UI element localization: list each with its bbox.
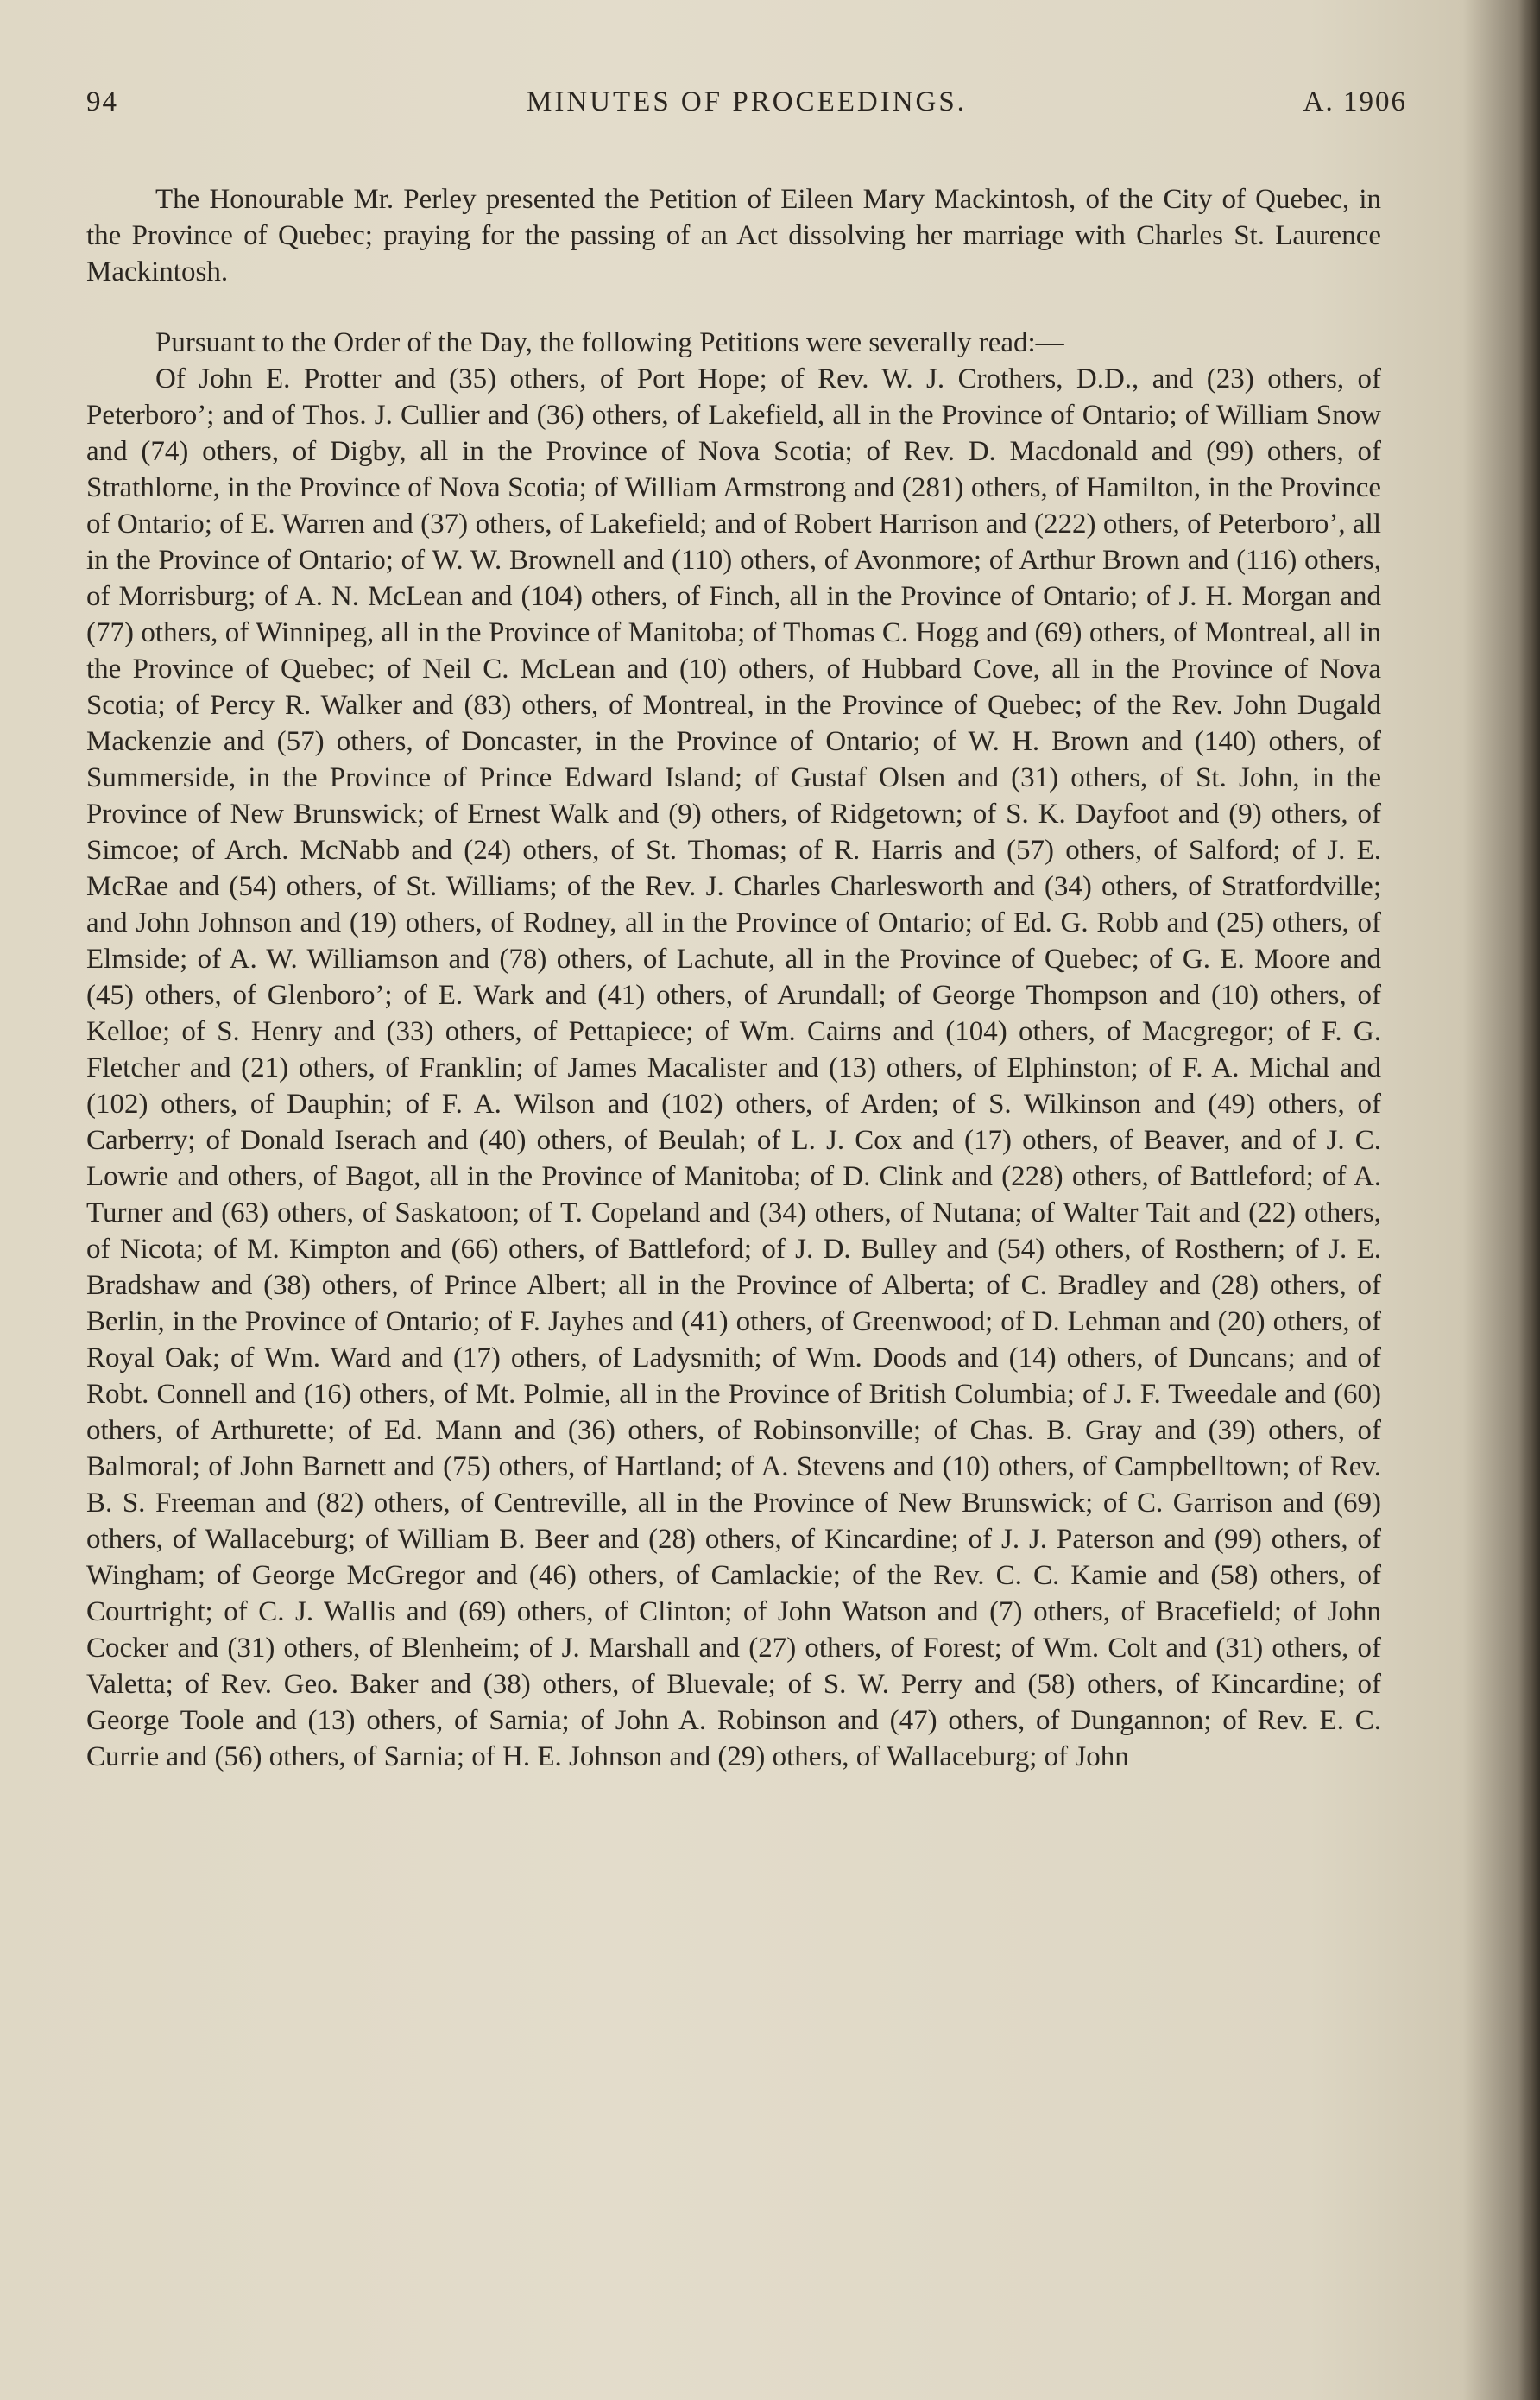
petitions-list-paragraph: Of John E. Protter and (35) others, of Port Hope; of Rev. W. J. Crothers, D.D., and (23) others, of Peterboro’; and of Thos. J. Cullier and (36) others, of Lakefield, all in the Province of Ontario; of William Snow and (74) others, of Digby, all in the Province of Nova Scotia; of Rev. D. Macdonald and (99) others, of Strathlorne, in the Province of Nova Scotia; of William Armstrong and (281) others, of Hamilton, in the Province of Ontario; of E. Warren and (37) others, of Lakefield; and of Robert Harrison and (222) others, of Peterboro’, all in the Province of Ontario; of W. W. Brownell and (110) others, of Avonmore; of Arthur Brown and (116) others, of Morrisburg; of A. N. McLean and (104) others, of Finch, all in the Province of Ontario; of J. H. Morgan and (77) others, of Winnipeg, all in the Province of Manitoba; of Thomas C. Hogg and (69) others, of Montreal, all in the Province of Quebec; of Neil C. McLean and (10) others, of Hubbard Cove, all in the Province of Nova Scotia; of Percy R. Walker and (83) others, of Montreal, in the Province of Quebec; of the Rev. John Dugald Mackenzie and (57) others, of Doncaster, in the Province of Ontario; of W. H. Brown and (140) others, of Summerside, in the Province of Prince Edward Island; of Gustaf Olsen and (31) others, of St. John, in the Province of New Brunswick; of Ernest Walk and (9) others, of Ridgetown; of S. K. Dayfoot and (9) others, of Simcoe; of Arch. McNabb and (24) others, of St. Thomas; of R. Harris and (57) others, of Salford; of J. E. McRae and (54) others, of St. Williams; of the Rev. J. Charles Charlesworth and (34) others, of Stratfordville; and John Johnson and (19) others, of Rodney, all in the Province of Ontario; of Ed. G. Robb and (25) others, of Elmside; of A. W. Williamson and (78) others, of Lachute, all in the Province of Quebec; of G. E. Moore and (45) others, of Glenboro’; of E. Wark and (41) others, of Arundall; of George Thompson and (10) others, of Kelloe; of S. Henry and (33) others, of Pettapiece; of Wm. Cairns and (104) others, of Macgregor; of F. G. Fletcher and (21) others, of Franklin; of James Macalister and (13) others, of Elphinston; of F. A. Michal and (102) others, of Dauphin; of F. A. Wilson and (102) others, of Arden; of S. Wilkinson and (49) others, of Carberry; of Donald Iserach and (40) others, of Beulah; of L. J. Cox and (17) others, of Beaver, and of J. C. Lowrie and others, of Bagot, all in the Province of Manitoba; of D. Clink and (228) others, of Battleford; of A. Turner and (63) others, of Saskatoon; of T. Copeland and (34) others, of Nutana; of Walter Tait and (22) others, of Nicota; of M. Kimpton and (66) others, of Battleford; of J. D. Bulley and (54) others, of Rosthern; of J. E. Bradshaw and (38) others, of Prince Albert; all in the Province of Alberta; of C. Bradley and (28) others, of Berlin, in the Province of Ontario; of F. Jayhes and (41) others, of Greenwood; of D. Lehman and (20) others, of Royal Oak; of Wm. Ward and (17) others, of Ladysmith; of Wm. Doods and (14) others, of Duncans; and of Robt. Connell and (16) others, of Mt. Polmie, all in the Province of British Columbia; of J. F. Tweedale and (60) others, of Arthurette; of Ed. Mann and (36) others, of Robinsonville; of Chas. B. Gray and (39) others, of Balmoral; of John Barnett and (75) others, of Hartland; of A. Stevens and (10) others, of Campbelltown; of Rev. B. S. Freeman and (82) others, of Centreville, all in the Province of New Brunswick; of C. Garrison and (69) others, of Wallaceburg; of William B. Beer and (28) others, of Kincardine; of J. J. Paterson and (99) others, of Wingham; of George McGregor and (46) others, of Camlackie; of the Rev. C. C. Kamie and (58) others, of Courtright; of C. J. Wallis and (69) others, of Clinton; of John Watson and (7) others, of Bracefield; of John Cocker and (31) others, of Blenheim; of J. Marshall and (27) others, of Forest; of Wm. Colt and (31) others, of Valetta; of Rev. Geo. Baker and (38) others, of Bluevale; of S. W. Perry and (58) others, of Kincardine; of George Toole and (13) others, of Sarnia; of John A. Robinson and (47) others, of Dungannon; of Rev. E. C. Currie and (56) others, of Sarnia; of H. E. Johnson and (29) others, of Wallaceburg; of John	[86, 363, 1381, 1772]
page-number: 94	[86, 86, 118, 117]
binding-shadow	[1519, 0, 1540, 2400]
running-header	[86, 86, 1407, 135]
petition-paragraph: The Honourable Mr. Perley presented the Petition of Eileen Mary Mackintosh, of the City of Quebec, in the Province of Quebec; praying for the passing of an Act dissolving her marriage with Charles St. Laurence Mackintosh.	[86, 184, 1381, 287]
session-year: A. 1906	[1303, 86, 1407, 117]
running-title: MINUTES OF PROCEEDINGS.	[527, 86, 967, 117]
order-of-day-paragraph: Pursuant to the Order of the Day, the following Petitions were severally read:—	[155, 327, 1064, 358]
page-body	[86, 181, 1381, 1775]
